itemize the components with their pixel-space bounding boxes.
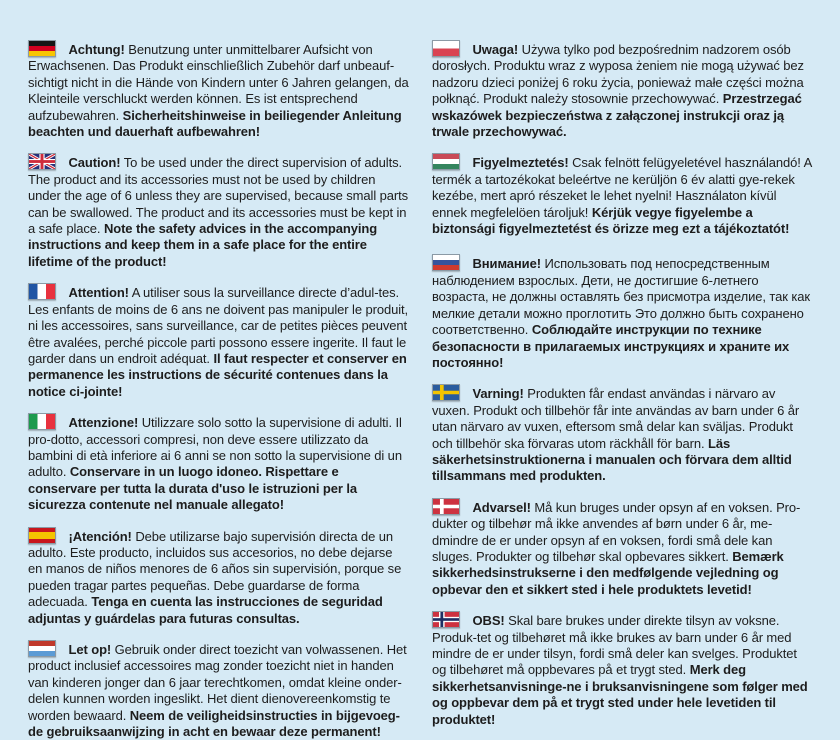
warning-intro: Achtung! [68,42,125,57]
safety-section-polish [432,40,814,140]
warning-intro: Внимание! [472,256,541,272]
russia-flag-icon [432,254,460,271]
italy-flag-icon [28,413,56,430]
warning-outro: Kérjük vegye figyelembe a biztonsági figyelmeztetést és örizze meg ezt a tájékoztatót! [432,204,790,237]
warning-outro: Conservare in un luogo idoneo. Rispettare e conservare per tutta la durata d'uso le istruzioni per la sicurezza contenute nel manuale allegato! [28,464,357,513]
safety-section-german [28,40,410,140]
left-column [28,40,410,740]
netherlands-flag-icon [28,640,56,657]
warning-outro: Tenga en cuenta las instrucciones de seguridad adjuntas y guárdelas para futuras consultas. [28,594,383,626]
safety-section-italian [28,413,410,513]
hungary-flag-icon [432,153,460,170]
warning-body: Skal bare brukes under direkte tilsyn av voksne. Produk-tet og tilbehøret må ikke brukes av barn under 6 år med mindre de er under tilsyn, fordi små deler kan svelges. Produktet og tilbehøret må oppbevares på et trygt sted. [432,613,797,678]
right-column [432,40,814,727]
denmark-flag-icon [432,498,460,515]
warning-outro: Läs säkerhetsinstruktionerna i manualen och förvara dem alltid tillsammans med produkten. [432,435,792,484]
warning-body: To be used under the direct supervision of adults. The product and its accessories must not be used by children under the age of 6 unless they are supervised, because small parts can be swallowed. The product and its accessories must be kept in a safe place. [28,155,409,237]
warning-intro: Figyelmeztetés! [472,155,569,171]
safety-section-french [28,283,410,400]
sweden-flag-icon [432,384,460,401]
safety-section-swedish [432,384,814,484]
united-kingdom-flag-icon [28,153,56,170]
warning-outro: Bemærk sikkerhedsinstrukserne i den medfølgende vejledning og opbevar den et sikkert sted i hele produktets levetid! [432,548,784,597]
warning-body: Produkten får endast användas i närvaro av vuxen. Produkt och tillbehör får inte användas av barn under 6 år utan närvaro av vuxen, eftersom små delar kan sväljas. Produkt och tillbehör ska förvaras utom räckhåll för barn. [432,386,800,451]
warning-body: Må kun bruges under opsyn af en voksen. Pro-dukter og tilbehør må ikke anvendes af børn under 6 år, me-dmindre de er under opsyn af en voksen, fordi små dele kan sluges. Produkter og tilbehør skal opbevares sikkert. [432,499,801,564]
poland-flag-icon [432,40,460,57]
warning-intro: ¡Atención! [68,528,132,544]
warning-outro: Merk deg sikkerhetsanvisninge-ne i bruksanvisningene som følger med og oppbevar dem på et trygt sted under hele levetiden til produktet! [432,662,808,727]
safety-section-spanish [28,527,410,627]
warning-outro: Neem de veiligheidsinstructies in bijgevoeg-de gebruiksaanwijzing in acht en bewaar deze permanent! [28,707,400,740]
warning-outro: Przestrzegać wskazówek bezpieczeństwa z załączonej instrukcji oraz ją trwale przechowywać. [432,91,802,140]
warning-body: Использовать под непосредственным наблюдением взрослых. Дети, не достигшие 6-летнего возраста, не должны оставлять без присмотра изделие, так как мелкие детали можно проглотить Это должно быть сохранено соответственно. [432,256,810,338]
warning-intro: Attention! [68,285,129,301]
warning-outro: Il faut respecter et conserver en permanence les instructions de sécurité contenues dans la notice ci-jointe! [28,350,407,399]
warning-body: A utiliser sous la surveillance directe d’adul-tes. Les enfants de moins de 6 ans ne doivent pas manipuler le produit, ni les accessoires, sans surveillance, car de petites pièces peuvent être avalées, perché piccole parti possono essere ingerite. Il faut le garder dans un endroit adéquat. [28,285,409,366]
warning-intro: Attenzione! [68,415,139,431]
warning-intro: Let op! [68,642,112,657]
warning-body: Utilizzare solo sotto la supervisione di adulti. Il pro-dotto, accessori compresi, non deve essere utilizzato da bambini di età inferiore ai 6 anni se non sotto la supervisione di un adulto. [28,415,402,480]
warning-body: Gebruik onder direct toezicht van volwassenen. Het product inclusief accessoires mag zonder toezicht niet in handen van kinderen jonger dan 6 jaar terechtkomen, omdat kleine onder-delen kunnen worden ingeslikt. Het dient dienovereenkomstig te worden bewaard. [28,642,407,723]
warning-outro: Соблюдайте инструкции по технике безопасности в прилагаемых инструкциях и храните их постоянно! [432,322,790,370]
safety-section-russian [432,254,814,371]
safety-section-danish [432,498,814,598]
safety-section-hungarian [432,153,814,237]
warning-body: Benutzung unter unmittelbarer Aufsicht von Erwachsenen. Das Produkt einschließlich Zubehör darf unbeauf-sichtigt nicht in die Hände von Kindern unter 6 Jahren gelangen, da Kleinteile verschluckt werden können. Es ist entsprechend aufzubewahren. [28,42,409,123]
warning-intro: Uwaga! [472,42,519,57]
warning-intro: Varning! [472,386,524,402]
france-flag-icon [28,283,56,300]
warning-outro: Sicherheitshinweise in beiliegender Anleitung beachten und dauerhaft aufbewahren! [28,107,402,140]
warning-outro: Note the safety advices in the accompanying instructions and keep them in a safe place for the entire lifetime of the product! [28,221,378,269]
warning-intro: Caution! [68,155,121,171]
spain-flag-icon [28,527,56,544]
warning-body: Używa tylko pod bezpośrednim nadzorem osób dorosłych. Produktu wraz z wyposa żeniem nie mogą używać bez nadzoru dzieci poniżej 6 roku życia, ponieważ małe części można połknąć. Produkt należy stosownie przechowywać. [432,42,804,107]
germany-flag-icon [28,40,56,57]
warning-body: Debe utilizarse bajo supervisión directa de un adulto. Este producto, incluidos sus accesorios, no debe dejarse en manos de niños menores de 6 años sin supervisión, porque se pueden tragar partes pequeñas. Debe guardarse de forma adecuada. [28,528,402,610]
warning-body: Csak felnött felügyeletével használandó! A termék a tartozékokat beleértve ne kerüljön 6 év alatti gye-rekek kezébe, mert apró részeket le lehet nyelni! Használaton kívül ennek megfelelöen tároljuk! [432,155,812,220]
safety-section-english [28,153,410,270]
safety-section-dutch [28,640,410,740]
warning-intro: Advarsel! [472,499,531,515]
warning-intro: OBS! [472,613,505,629]
norway-flag-icon [432,611,460,628]
